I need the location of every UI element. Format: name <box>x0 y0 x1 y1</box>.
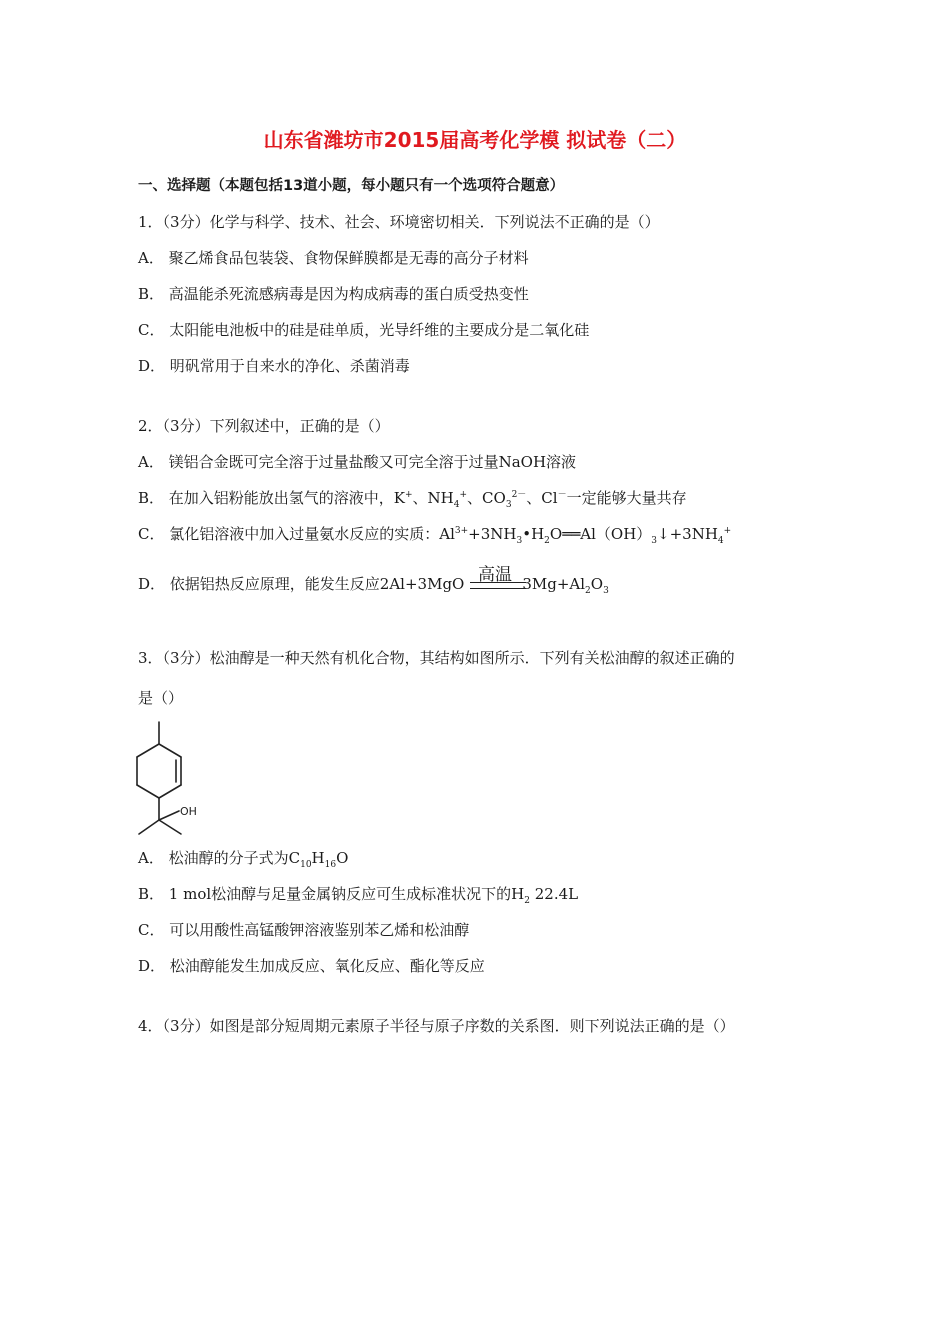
hydroxyl-bond <box>159 811 179 820</box>
ring-bond-1 <box>159 744 181 757</box>
ring-bond-3 <box>159 785 181 798</box>
q1-option-c: C． 太阳能电池板中的硅是硅单质，光导纤维的主要成分是二氧化硅 <box>138 321 590 339</box>
q3-option-d: D． 松油醇能发生加成反应、氧化反应、酯化等反应 <box>138 957 485 975</box>
q3-stem-line2: 是（） <box>138 689 184 707</box>
ring-bond-4 <box>137 785 159 798</box>
q3-option-c: C． 可以用酸性高锰酸钾溶液鉴别苯乙烯和松油醇 <box>138 921 470 939</box>
section-heading: 一、选择题（本题包括13道小题，每小题只有一个选项符合题意） <box>138 178 565 194</box>
q1-option-a: A． 聚乙烯食品包装袋、食物保鲜膜都是无毒的高分子材料 <box>138 249 529 267</box>
page-title: 山东省潍坊市2015届高考化学模 拟试卷（二） <box>263 128 687 152</box>
q3-option-b: B． 1 mol松油醇与足量金属钠反应可生成标准状况下的$H_2$ 22.4L <box>138 885 579 906</box>
q4-stem: 4．（3分）如图是部分短周期元素原子半径与原子序数的关系图．则下列说法正确的是（） <box>138 1017 735 1035</box>
q1-stem: 1．（3分）化学与科学、技术、社会、环境密切相关．下列说法不正确的是（） <box>138 213 660 231</box>
ring-bond-6 <box>137 744 159 757</box>
reaction-condition-label: 高温 <box>478 565 512 585</box>
q2-option-c: C． 氯化铝溶液中加入过量氨水反应的实质：$Al^{3+}+3NH_3•H_2O══Al(OH)_3↓+3NH_4^+$ <box>138 525 732 546</box>
methyl-bond-3 <box>159 820 181 834</box>
q3-stem-line1: 3．（3分）松油醇是一种天然有机化合物，其结构如图所示．下列有关松油醇的叙述正确的 <box>138 649 735 667</box>
hydroxyl-label: OH <box>180 805 197 818</box>
q2-stem: 2．（3分）下列叙述中，正确的是（） <box>138 417 390 435</box>
q3-option-a: A． 松油醇的分子式为$C_{10}H_{16}O$ <box>138 849 349 870</box>
q2-option-a: A． 镁铝合金既可完全溶于过量盐酸又可完全溶于过量NaOH溶液 <box>138 453 577 471</box>
reaction-equals-sign <box>470 582 526 589</box>
q2-option-b: B． 在加入铝粉能放出氢气的溶液中，K+、$NH_4^+$、$CO_3^{2-}$、Cl－一定能够大量共存 <box>138 489 687 510</box>
q1-option-d: D． 明矾常用于自来水的净化、杀菌消毒 <box>138 357 410 375</box>
q2-option-d: D． 依据铝热反应原理，能发生反应2Al+3MgO $3Mg+Al_2O_3$ <box>138 575 609 596</box>
terpineol-structure-diagram <box>128 718 218 842</box>
q1-option-b: B． 高温能杀死流感病毒是因为构成病毒的蛋白质受热变性 <box>138 285 529 303</box>
methyl-bond-2 <box>139 820 159 834</box>
